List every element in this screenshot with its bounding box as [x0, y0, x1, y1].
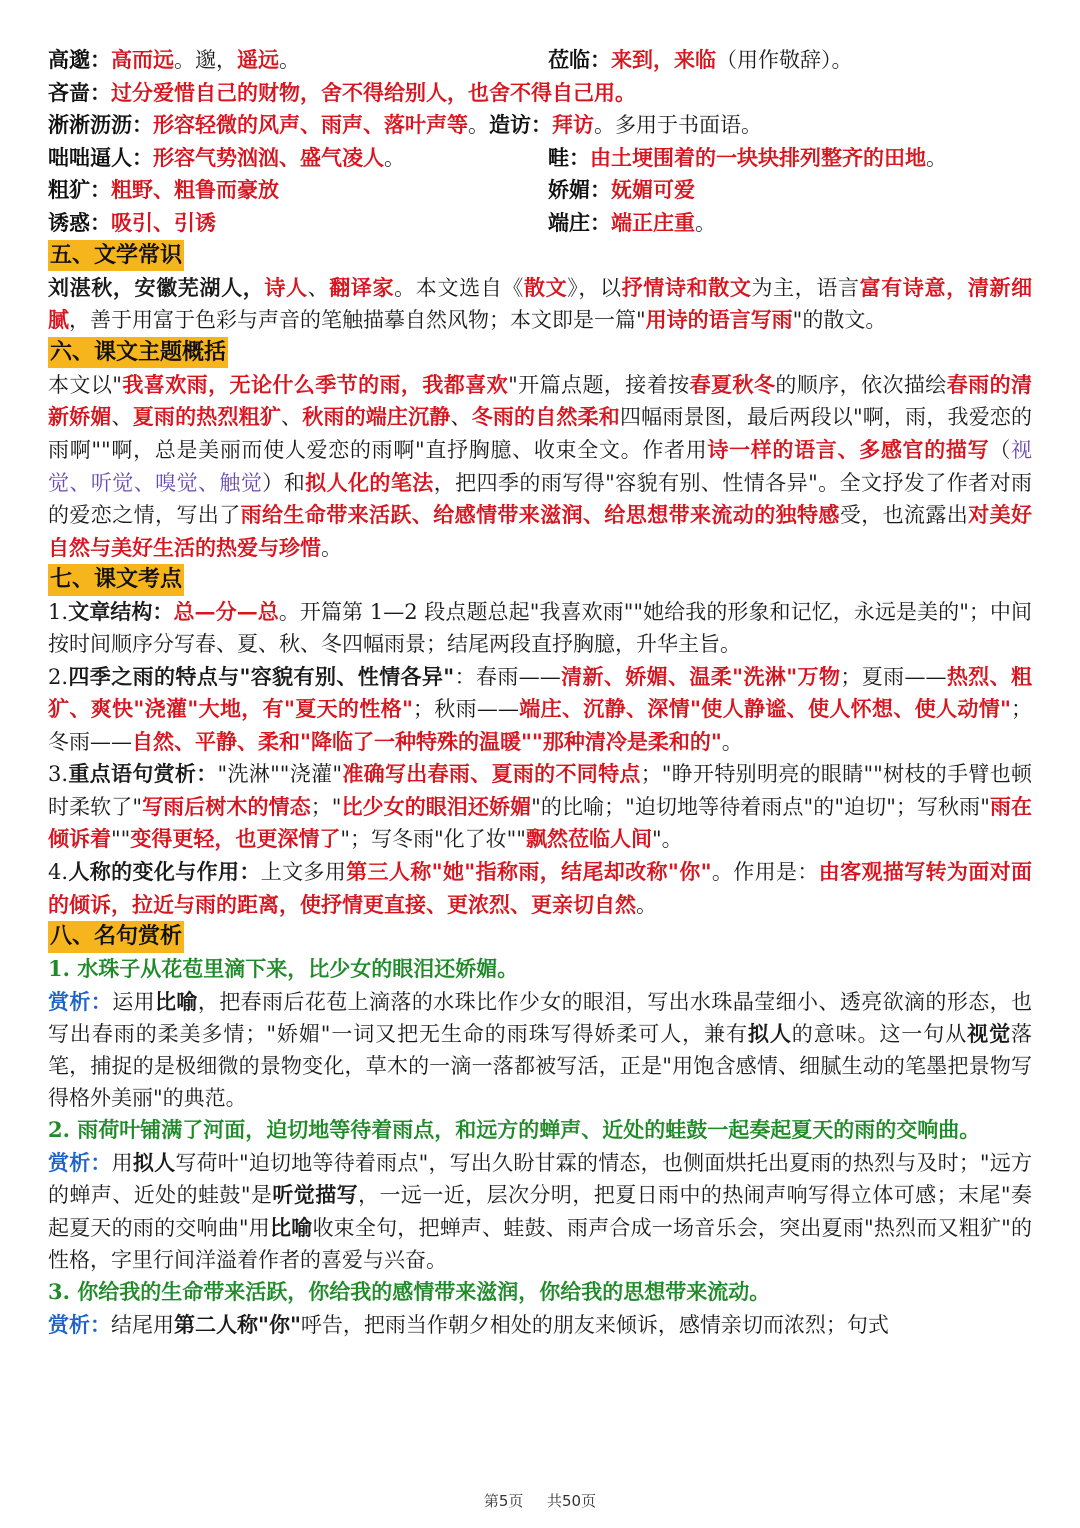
text-run: 3. 你给我的生命带来活跃，你给我的感情带来滋润，你给我的思想带来流动。: [48, 1279, 771, 1305]
text-run: 淅淅沥沥：: [48, 112, 153, 138]
paragraph: [48, 1114, 1032, 1147]
text-run: 为主，语言: [751, 275, 860, 300]
text-run: 夏雨的热烈粗犷: [132, 404, 282, 430]
text-run: 》，以: [567, 275, 622, 300]
text-run: 2. 雨荷叶铺满了河面，迫切地等待着雨点，和远方的蝉声、近处的蛙鼓一起奏起夏天的雨的交响曲。: [48, 1117, 981, 1143]
text-run: 运用: [112, 989, 156, 1014]
text-run: 变得更轻，也更深情了: [130, 826, 341, 852]
paragraph: [48, 1309, 1032, 1342]
text-run: （用作敬辞）。: [716, 48, 853, 72]
text-run: 端庄：: [548, 209, 611, 235]
text-run: 3.: [48, 762, 69, 787]
text-run: 结尾用: [111, 1312, 174, 1337]
text-run: 刘湛秋: [48, 274, 113, 300]
text-run: 1.: [48, 600, 69, 625]
text-run: 、: [307, 275, 330, 300]
text-run: 比喻: [155, 988, 198, 1014]
section-heading: 六、课文主题概括: [48, 337, 228, 369]
text-run: 1. 水珠子从花苞里滴下来，比少女的眼泪还娇媚。: [48, 956, 519, 982]
text-run: ，安徽芜湖人，: [112, 274, 265, 300]
text-run: 莅临：: [548, 47, 611, 72]
text-run: ；秋雨——: [412, 697, 519, 722]
text-run: 。: [468, 113, 489, 138]
vocab-entry: [548, 174, 1032, 207]
text-run: 由客观描写转为面对面的倾诉，拉近与雨的距离，使抒情更直接、更浓烈、更亲切自然: [48, 859, 1033, 917]
vocab-row: [48, 109, 1032, 142]
text-run: 听觉描写: [272, 1182, 359, 1208]
text-run: 。: [721, 729, 743, 754]
text-run: 2.: [48, 664, 69, 689]
text-run: 清新、娇媚、温柔"洗淋"万物: [560, 663, 841, 689]
text-run: "的比喻；"迫切地等待着雨点"的"迫切"；写秋雨": [531, 794, 990, 819]
text-run: 。: [279, 48, 300, 72]
text-run: 第二人称"你": [174, 1311, 301, 1337]
text-run: 四幅雨景图，最后两段以"啊，雨，我爱恋的雨啊""啊，总是美丽而使人爱恋的雨啊"直抒胸臆、收束全文。作者用: [48, 405, 1033, 462]
text-run: 拟人: [132, 1149, 176, 1175]
text-run: 。: [384, 145, 405, 170]
text-run: 飘然莅临人间: [525, 826, 652, 852]
text-run: 来到，来临: [611, 47, 716, 72]
text-run: "洗淋""浇灌": [217, 762, 343, 787]
text-run: 。: [926, 145, 947, 170]
text-run: "；写冬雨"化了妆"": [340, 827, 526, 852]
text-run: "的散文。: [792, 308, 887, 333]
text-run: 高而远: [111, 47, 174, 72]
text-run: 春夏秋冬: [689, 371, 776, 397]
text-run: 遥远: [237, 47, 279, 72]
text-run: 粗野、粗鲁而豪放: [111, 177, 279, 203]
text-run: 诗人: [264, 274, 308, 300]
text-run: 。多用于书面语。: [594, 113, 762, 138]
text-run: 4.: [48, 860, 69, 885]
text-run: 赏析：: [48, 988, 113, 1014]
section-heading-row: [48, 240, 1032, 272]
paragraph: [48, 1276, 1032, 1309]
paragraph: [48, 856, 1032, 921]
text-run: 。: [695, 210, 716, 235]
paragraph: [48, 986, 1032, 1114]
text-run: 秋雨的端庄沉静: [302, 404, 451, 430]
text-run: 。: [321, 535, 342, 560]
paragraph: [48, 1147, 1032, 1276]
text-run: ，把四季的雨写得"容貌有别、性情各异"。全文抒发了作者对雨的爱恋之情，写出了: [48, 470, 1033, 528]
text-run: 上文多用: [260, 860, 347, 885]
text-run: 。本文选自《: [394, 275, 524, 300]
paragraph: [48, 596, 1032, 660]
text-run: 写荷叶"迫切地等待着雨点"，写出久盼甘霖的情态，也侧面烘托出夏雨的热烈与及时；"远方的蝉声、近处的蛙鼓"是: [48, 1150, 1032, 1208]
text-run: ，一远一近，层次分明，把夏日雨中的热闹声响写得立体可感；末尾"奏起夏天的雨的交响曲"用: [48, 1183, 1032, 1240]
text-run: 咄咄逼人：: [48, 144, 153, 170]
paragraph: [48, 953, 1032, 986]
text-run: 高邈：: [48, 47, 111, 72]
vocab-entry: [48, 142, 548, 175]
text-run: 。开篇第 1—2 段点题总起"我喜欢雨""她给我的形象和记忆，永远是美的"；中间按时间顺序分写春、夏、秋、冬四幅雨景；结尾两段直抒胸臆，升华主旨。: [48, 600, 1032, 656]
vocab-entry: [48, 174, 548, 207]
text-run: 吝啬：: [48, 79, 111, 105]
text-run: ，把春雨后花苞上滴落的水珠比作少女的眼泪，写出水珠晶莹细小、透亮欲滴的形态，也写出春雨的柔美多情；"娇媚"一词又把无生命的雨珠写得娇柔可人，兼有: [48, 989, 1033, 1047]
text-run: 造访：: [489, 112, 552, 138]
text-run: 翻译家: [329, 274, 395, 300]
text-run: 的意味。这一句从: [791, 1022, 968, 1047]
text-run: 四季之雨的特点与"容貌有别、性情各异": [68, 663, 455, 689]
page-content: [48, 44, 1032, 1341]
vocab-row: [48, 44, 1032, 77]
text-run: 自然、平静、柔和"降临了一种特殊的温暖""那种清冷是柔和的": [132, 728, 722, 754]
text-run: 端庄、沉静、深情"使人静谧、使人怀想、使人动情": [518, 696, 1012, 722]
section-heading: 五、文学常识: [48, 240, 184, 272]
text-run: 用诗的语言写雨: [645, 307, 793, 333]
text-run: 对美好自然与美好生活的热爱与珍惜: [48, 502, 1033, 560]
text-run: "": [111, 827, 131, 852]
vocab-row: [48, 77, 1032, 110]
text-run: 重点语句赏析：: [68, 761, 218, 787]
text-run: 我喜欢雨，无论什么季节的雨，我都喜欢: [121, 371, 509, 397]
vocab-row: [48, 207, 1032, 240]
text-run: 写雨后树木的情态: [141, 793, 311, 819]
paragraph: [48, 661, 1032, 759]
text-run: 收束全句，把蝉声、蛙鼓、雨声合成一场音乐会，突出夏雨"热烈而又粗犷"的性格，字里行间洋溢着作者的喜爱与兴奋。: [48, 1216, 1032, 1272]
text-run: 赏析：: [48, 1149, 112, 1175]
text-run: 吸引、引诱: [111, 209, 216, 235]
text-run: 。: [636, 892, 657, 917]
text-run: 富有诗意，清新细腻: [48, 274, 1033, 333]
text-run: ）和: [262, 470, 306, 495]
text-run: 第三人称"她"指称雨，结尾却改称"你": [346, 859, 712, 885]
section-heading-row: [48, 921, 1032, 953]
text-run: 。邈，: [174, 48, 237, 72]
text-run: 比少女的眼泪还娇媚: [341, 793, 532, 819]
text-run: 端正庄重: [611, 209, 695, 235]
text-run: 妩媚可爱: [611, 177, 695, 203]
text-run: "开篇点题，接着按: [508, 372, 690, 397]
text-run: 过分爱惜自己的财物，舍不得给别人，也舍不得自己用。: [111, 79, 636, 105]
text-run: 视觉、听觉、嗅觉、触觉: [48, 437, 1033, 495]
text-run: 诗一样的语言、多感官的描写: [707, 436, 990, 462]
text-run: "。: [651, 827, 683, 852]
text-run: ，善于用富于色彩与声音的笔触描摹自然风物；本文即是一篇": [69, 308, 646, 333]
text-run: 呼告，把雨当作朝夕相处的朋友来倾诉，感情亲切而浓烈；句式: [300, 1312, 889, 1337]
text-run: 总—分—总: [173, 599, 279, 625]
text-run: 的顺序，依次描绘: [775, 372, 947, 397]
section-heading-row: [48, 337, 1032, 369]
text-run: 人称的变化与作用：: [68, 859, 261, 885]
text-run: 、: [450, 405, 472, 430]
text-run: 落笔，捕捉的是极细微的景物变化，草木的一滴一落都被写活，正是"用饱含感情、细腻生动的笔墨把景物写得格外美丽"的典范。: [48, 1022, 1033, 1110]
text-run: 受，也流露出: [839, 503, 969, 528]
text-run: 、: [111, 405, 133, 430]
text-run: 。作用是：: [711, 860, 819, 885]
text-run: 用: [111, 1150, 133, 1175]
text-run: 抒情诗和散文: [621, 274, 752, 300]
text-run: 拜访: [552, 112, 594, 138]
text-run: 赏析：: [48, 1311, 111, 1337]
paragraph: [48, 758, 1032, 856]
text-run: 形容气势汹汹、盛气凌人: [153, 144, 384, 170]
section-heading-row: [48, 564, 1032, 596]
paragraph: [48, 369, 1032, 565]
text-run: ；": [310, 794, 342, 819]
text-run: 雨给生命带来活跃、给感情带来滋润、给思想带来流动的独特感: [240, 502, 840, 528]
section-heading: 八、名句赏析: [48, 921, 184, 953]
vocab-row: [48, 174, 1032, 207]
text-run: 诱惑：: [48, 209, 111, 235]
text-run: 本文以": [48, 372, 122, 397]
text-run: 热烈、粗犷、爽快"浇灌"大地，有"夏天的性格": [48, 663, 1033, 722]
paragraph: [48, 272, 1032, 337]
text-run: 散文: [523, 274, 568, 300]
text-run: 、: [281, 405, 303, 430]
text-run: 准确写出春雨、夏雨的不同特点: [342, 761, 641, 787]
text-run: 形容轻微的风声、雨声、落叶声等: [153, 112, 468, 138]
vocab-row: [48, 142, 1032, 175]
text-run: 雨在倾诉着: [48, 793, 1033, 852]
vocab-entry: [548, 44, 1032, 77]
text-run: ；冬雨——: [48, 697, 1033, 754]
text-run: 春雨的清新娇媚: [48, 371, 1033, 430]
text-run: ：春雨——: [454, 664, 561, 689]
text-run: 粗犷：: [48, 177, 111, 203]
text-run: 冬雨的自然柔和: [471, 404, 620, 430]
section-heading: 七、课文考点: [48, 564, 184, 596]
text-run: 比喻: [270, 1215, 313, 1240]
text-run: ；"睁开特别明亮的眼睛""树枝的手臂也顿时柔软了": [48, 762, 1033, 819]
page-total: 共50页: [547, 1492, 597, 1510]
text-run: 由土埂围着的一块块排列整齐的田地: [590, 144, 926, 170]
text-run: 拟人: [747, 1021, 792, 1047]
text-run: ；夏雨——: [840, 664, 947, 689]
text-run: 娇媚：: [548, 177, 611, 203]
page-footer: [0, 1490, 1080, 1511]
text-run: （: [989, 437, 1012, 462]
text-run: 文章结构：: [68, 599, 174, 625]
text-run: 畦：: [548, 144, 590, 170]
vocab-entry: [48, 207, 548, 240]
text-run: 视觉: [967, 1021, 1012, 1047]
vocab-entry: [548, 207, 1032, 240]
vocab-entry: [548, 142, 1032, 175]
page-number: 第5页: [483, 1492, 524, 1510]
text-run: 拟人化的笔法: [305, 469, 434, 495]
vocab-entry: [48, 44, 548, 77]
